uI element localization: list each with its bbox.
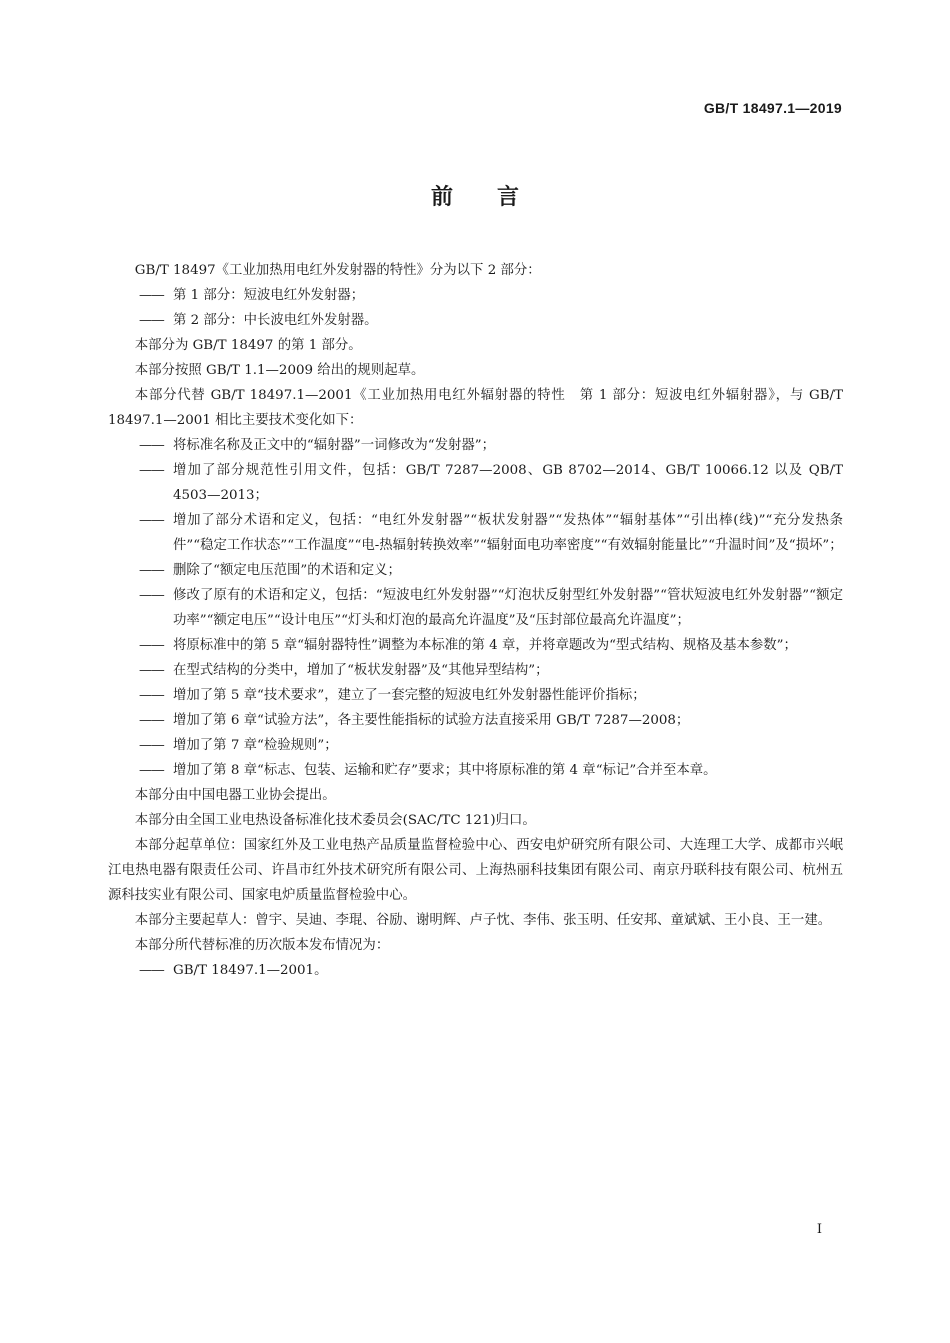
paragraph-intro: GB/T 18497《工业加热用电红外发射器的特性》分为以下 2 部分： [134,263,541,278]
list-item-change [108,758,843,783]
list-item-change [108,708,843,733]
page-title: 前言 [430,185,563,210]
dash-marker: —— [139,963,164,978]
paragraph-history: 本部分所代替标准的历次版本发布情况为： [134,938,390,953]
list-item-text: 将标准名称及正文中的“辐射器”一词修改为“发射器”； [173,438,495,453]
list-item-history [108,958,843,983]
dash-marker: —— [139,513,164,528]
list-item-text: 增加了第 7 章“检验规则”； [173,738,338,753]
list-item-change [108,508,843,558]
list-item-change [108,583,843,633]
dash-marker: —— [139,713,164,728]
dash-marker: —— [139,763,164,778]
standard-number-header: GB/T 18497.1—2019 [703,100,842,116]
dash-marker: —— [139,438,164,453]
list-item-change [108,633,843,658]
dash-marker: —— [139,663,164,678]
paragraph-drafting-rules: 本部分按照 GB/T 1.1—2009 给出的规则起草。 [134,363,425,378]
list-item-text: 第 1 部分：短波电红外发射器； [173,288,365,303]
dash-marker: —— [139,638,164,653]
list-item-text: 删除了“额定电压范围”的术语和定义； [173,563,401,578]
list-item-change [108,433,843,458]
list-item-change [108,458,843,508]
dash-marker: —— [139,463,164,478]
foreword-body [108,258,843,983]
list-item-change [108,558,843,583]
dash-marker: —— [139,688,164,703]
dash-marker: —— [139,288,164,303]
paragraph-drafting-units: 本部分起草单位：国家红外及工业电热产品质量监督检验中心、西安电炉研究所有限公司、大连理工大学、成都市兴岷江电热电器有限责任公司、许昌市红外技术研究所有限公司、上海热丽科技集团有限公司、南京丹联科技有限公司、杭州五源科技实业有限公司、国家电炉质量监督检验中心。 [108,838,843,903]
list-item-text: 将原标准中的第 5 章“辐射器特性”调整为本标准的第 4 章，并将章题改为“型式结构、规格及基本参数”； [173,638,797,653]
list-item-text: 在型式结构的分类中，增加了“板状发射器”及“其他异型结构”； [173,663,549,678]
paragraph-drafters: 本部分主要起草人：曾宇、吴迪、李琨、谷励、谢明辉、卢子忱、李伟、张玉明、任安邦、童斌斌、王小良、王一建。 [134,913,832,928]
list-item-text: 增加了第 6 章“试验方法”，各主要性能指标的试验方法直接采用 GB/T 7287—2008； [173,713,690,728]
dash-marker: —— [139,563,164,578]
list-item-text: 第 2 部分：中长波电红外发射器。 [173,313,378,328]
list-item-text: 增加了第 8 章“标志、包装、运输和贮存”要求；其中将原标准的第 4 章“标记”合并至本章。 [173,763,717,778]
list-item-part-1 [108,283,843,308]
list-item-text: 增加了第 5 章“技术要求”，建立了一套完整的短波电红外发射器性能评价指标； [173,688,646,703]
list-item-part-2 [108,308,843,333]
dash-marker: —— [139,588,164,603]
page-number: I [816,1222,822,1237]
paragraph-replacement: 本部分代替 GB/T 18497.1—2001《工业加热用电红外辐射器的特性 第 1 部分：短波电红外辐射器》，与 GB/T 18497.1—2001 相比主要技术变化如下： [108,388,843,428]
list-item-text: 增加了部分规范性引用文件，包括：GB/T 7287—2008、GB 8702—2014、GB/T 10066.12 以及 QB/T 4503—2013； [173,463,843,503]
list-item-change [108,658,843,683]
paragraph-committee: 本部分由全国工业电热设备标准化技术委员会(SAC/TC 121)归口。 [134,813,536,828]
list-item-text: 修改了原有的术语和定义，包括：“短波电红外发射器”“灯泡状反射型红外发射器”“管状短波电红外发射器”“额定功率”“额定电压”“设计电压”“灯头和灯泡的最高允许温度”及“压封部位最高允许温度”； [173,588,843,628]
list-item-text: GB/T 18497.1—2001。 [173,963,328,978]
list-item-text: 增加了部分术语和定义，包括：“电红外发射器”“板状发射器”“发热体”“辐射基体”“引出棒(线)”“充分发热条件”“稳定工作状态”“工作温度”“电-热辐射转换效率”“辐射面电功率密度”“有效辐射能量比”“升温时间”及“损坏”； [173,513,843,553]
dash-marker: —— [139,738,164,753]
paragraph-proposer: 本部分由中国电器工业协会提出。 [134,788,336,803]
list-item-change [108,683,843,708]
list-item-change [108,733,843,758]
paragraph-part-statement: 本部分为 GB/T 18497 的第 1 部分。 [134,338,362,353]
dash-marker: —— [139,313,164,328]
